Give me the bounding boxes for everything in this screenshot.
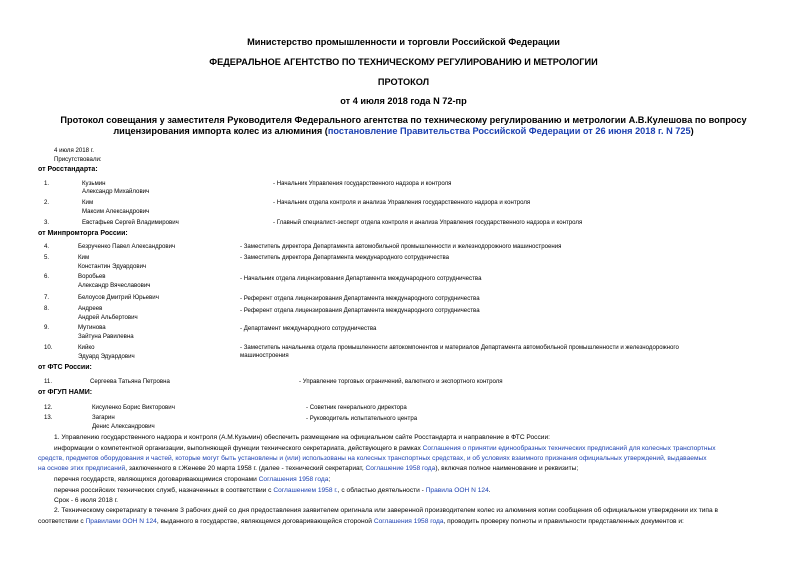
participant-number: 13. xyxy=(44,414,53,421)
participant-name-2: Денис Александрович xyxy=(92,423,155,430)
participant-role: - Департамент международного сотрудничества xyxy=(240,325,377,332)
paragraph-9-mid: , выданного в государстве, являющемся договаривающейся стороной xyxy=(156,518,374,525)
participant-name: Кисуленко Борис Викторович xyxy=(92,404,175,411)
agreement-1958-link[interactable]: Соглашения 1958 года xyxy=(373,518,444,525)
participant-role: - Референт отдела лицензирования Департамента международного сотрудничества xyxy=(240,307,480,314)
group-title-fts: от ФТС России: xyxy=(38,364,92,371)
participant-name: Андреев xyxy=(78,305,103,312)
participant-number: 9. xyxy=(44,324,50,331)
deadline: Срок - 6 июля 2018 г. xyxy=(54,497,119,504)
participant-name: Сергеева Татьяна Петровна xyxy=(90,378,170,385)
participant-number: 3. xyxy=(44,219,50,226)
document-type: ПРОТОКОЛ xyxy=(377,77,430,87)
group-title-nami: от ФГУП НАМИ: xyxy=(38,389,93,396)
participant-number: 5. xyxy=(44,254,50,261)
paragraph-9-tail: , проводить проверку полноты и правильности представленных документов и: xyxy=(443,518,684,525)
paragraph-4 xyxy=(38,466,578,473)
participant-name-2: Максим Александрович xyxy=(82,208,150,215)
paragraph-6-tail: . xyxy=(488,487,491,494)
participant-role: - Начальник отдела контроля и анализа Управления государственного надзора и контроля xyxy=(273,199,531,206)
paragraph-1: 1. Управлению государственного надзора и контроля (А.М.Кузьмин) обеспечить размещение на официальном сайте Росстандарта и направление в ФТС России: xyxy=(54,434,550,441)
participant-number: 12. xyxy=(44,404,53,411)
participant-role: - Заместитель начальника отдела промышленности автокомпонентов и материалов Департамента автомобильной промышленности и железнодорожного xyxy=(240,344,679,351)
participant-name-2: Андрей Альбертович xyxy=(78,314,138,321)
participant-role: - Главный специалист-эксперт отдела контроля и анализа Управления государственного надзора и контроля xyxy=(273,219,583,226)
paragraph-4-text: , заключенного в г.Женеве 20 марта 1958 г. (далее - технический секретариат, xyxy=(125,465,366,472)
paragraph-6 xyxy=(54,488,491,495)
participant-number: 6. xyxy=(44,273,50,280)
participant-role: - Начальник отдела лицензирования Департамента международного сотрудничества xyxy=(240,275,482,282)
document-date-number: от 4 июля 2018 года N 72-пр xyxy=(340,96,467,106)
participant-name: Кийко xyxy=(78,344,95,351)
paragraph-5-text: перечня государств, являющихся договаривающимися сторонами xyxy=(54,476,259,483)
paragraph-6-text: перечня российских технических служб, назначенных в соответствии с xyxy=(54,487,274,494)
participant-name: Безрученко Павел Александрович xyxy=(78,243,176,250)
participant-number: 2. xyxy=(44,199,50,206)
present-label: Присутствовали: xyxy=(54,156,102,163)
participant-name-2: Константин Эдуардович xyxy=(78,263,147,270)
agreement-1958-link[interactable]: Соглашением 1958 г. xyxy=(273,487,338,494)
participant-role-2: машиностроения xyxy=(240,352,289,359)
paragraph-4-tail: ), включая полное наименование и реквизиты; xyxy=(435,465,579,472)
participant-role: - Управление торговых ограничений, валютного и экспортного контроля xyxy=(299,378,503,385)
participant-name: Воробьев xyxy=(78,273,106,280)
participant-name: Ким xyxy=(82,199,94,206)
agreement-link[interactable]: Соглашения о принятии единообразных технических предписаний для колесных транспортных xyxy=(422,445,716,452)
participant-role: - Заместитель директора Департамента международного сотрудничества xyxy=(240,254,449,261)
participant-number: 10. xyxy=(44,344,53,351)
paragraph-8: 2. Техническому секретариату в течение 3 рабочих дней со дня предоставления заявителем оригинала или заверенной производителем колес из алюминия копии сообщения об официальном утверждении их типа в xyxy=(54,507,718,514)
agreement-1958-link[interactable]: Соглашения 1958 года xyxy=(258,476,329,483)
participant-name: Кузьмин xyxy=(82,180,106,187)
participant-name: Ким xyxy=(78,254,90,261)
paragraph-3 xyxy=(38,456,707,463)
subject-line-2 xyxy=(0,126,807,136)
participant-name: Мутинова xyxy=(78,324,106,331)
paragraph-2-text: информации о компетентной организации, выполняющей функции технического секретариата, действующего в рамках xyxy=(54,445,423,452)
participant-role: - Референт отдела лицензирования Департамента международного сотрудничества xyxy=(240,295,480,302)
participant-number: 1. xyxy=(44,180,50,187)
meeting-date: 4 июля 2018 г. xyxy=(54,147,94,154)
agency-title: ФЕДЕРАЛЬНОЕ АГЕНТСТВО ПО ТЕХНИЧЕСКОМУ РЕГУЛИРОВАНИЮ И МЕТРОЛОГИИ xyxy=(209,57,598,67)
participant-name: Евстафьев Сергей Владимирович xyxy=(82,219,179,226)
subject-suffix: ) xyxy=(690,126,694,136)
agreement-link-end[interactable]: на основе этих предписаний xyxy=(38,465,126,472)
participant-number: 7. xyxy=(44,294,50,301)
group-title-minpromtorg: от Минпромторга России: xyxy=(38,230,128,237)
participant-name-2: Эдуард Эдуардович xyxy=(78,353,135,360)
participant-name-2: Александр Вячеславович xyxy=(78,282,151,289)
participant-role: - Советник генерального директора xyxy=(306,404,407,411)
ministry-title: Министерство промышленности и торговли Российской Федерации xyxy=(247,37,560,47)
agreement-link-cont[interactable]: средств, предметов оборудования и частей, которые могут быть установлены и (или) использованы на колесных транспортных средствах, и об условиях взаимного признания официальных утверждений, выдаваемых xyxy=(38,455,707,462)
paragraph-9-text: соответствии с xyxy=(38,518,86,525)
un-rule-124-link[interactable]: Правила ООН N 124 xyxy=(425,487,489,494)
subject-line-1: Протокол совещания у заместителя Руководителя Федерального агентства по техническому регулированию и метрологии А.В.Кулешова по вопросу xyxy=(60,115,747,125)
participant-number: 8. xyxy=(44,305,50,312)
participant-number: 11. xyxy=(44,378,53,385)
agreement-1958-link[interactable]: Соглашение 1958 года xyxy=(365,465,436,472)
participant-role: - Начальник Управления государственного надзора и контроля xyxy=(273,180,452,187)
participant-name: Загарин xyxy=(92,414,115,421)
un-rules-124-link[interactable]: Правилами ООН N 124 xyxy=(85,518,157,525)
paragraph-5 xyxy=(54,477,330,484)
subject-prefix: лицензирования импорта колес из алюминия ( xyxy=(113,126,328,136)
paragraph-9 xyxy=(38,519,684,526)
decree-link[interactable]: постановление Правительства Российской Федерации от 26 июня 2018 г. N 725 xyxy=(327,126,691,136)
paragraph-2 xyxy=(54,446,716,453)
participant-role: - Руководитель испытательного центра xyxy=(306,415,418,422)
participant-number: 4. xyxy=(44,243,50,250)
paragraph-5-tail: ; xyxy=(328,476,331,483)
group-title-rosstandart: от Росстандарта: xyxy=(38,166,98,173)
paragraph-6-mid: , с областью деятельности - xyxy=(337,487,426,494)
participant-role: - Заместитель директора Департамента автомобильной промышленности и железнодорожного машиностроения xyxy=(240,243,562,250)
participant-name-2: Зайтуна Равилевна xyxy=(78,333,134,340)
participant-name-2: Александр Михайлович xyxy=(82,188,150,195)
participant-name: Белоусов Дмитрий Юрьевич xyxy=(78,294,159,301)
